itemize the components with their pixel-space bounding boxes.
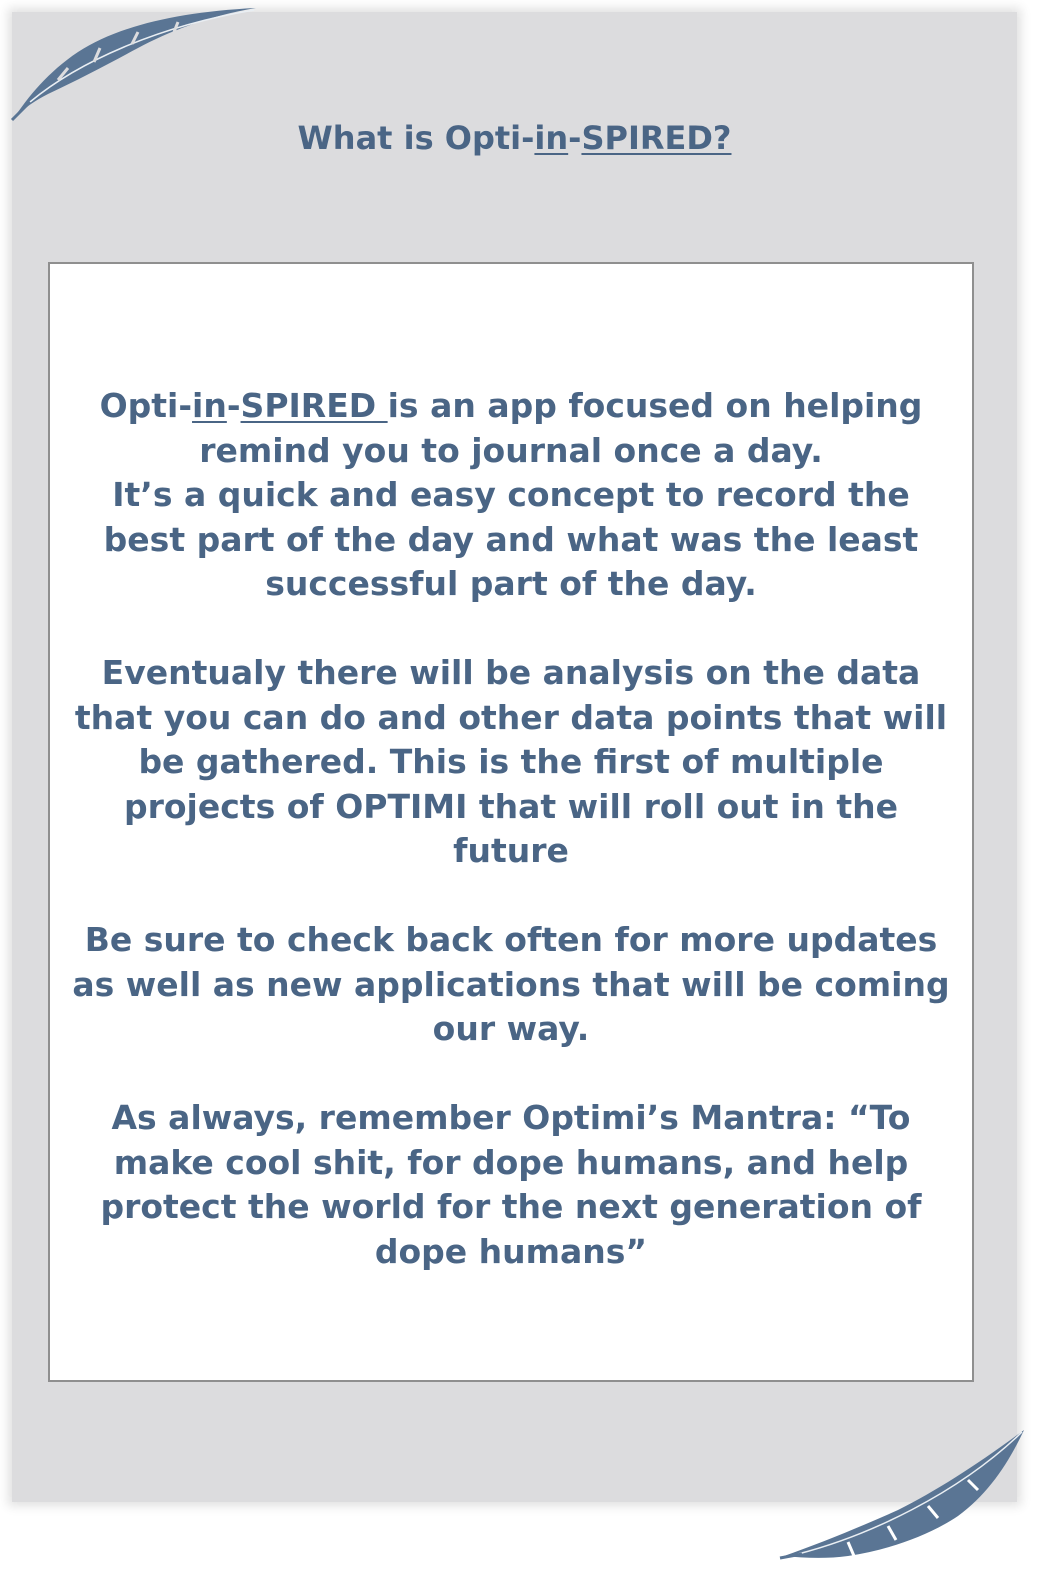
intro-dash: -	[226, 386, 241, 425]
feather-icon-bottom	[778, 1424, 1030, 1564]
intro-rest: is an app focused on helping remind you to journal once a day.	[199, 386, 923, 470]
mantra-paragraph: As always, remember Optimi’s Mantra: “To make cool shit, for dope humans, and help protect the world for the next generation of dope humans”	[100, 1098, 922, 1271]
page-title	[0, 118, 1029, 158]
intro-prefix: Opti-	[99, 386, 193, 425]
intro-in: in	[192, 386, 227, 425]
card-body	[50, 384, 972, 1274]
intro-spired: SPIRED	[240, 386, 388, 425]
title-in: in	[534, 119, 569, 157]
intro-line2: It’s a quick and easy concept to record the best part of the day and what was the least successful part of the day.	[103, 475, 919, 603]
title-prefix: What is Opti-	[297, 119, 535, 157]
feather-icon-top	[8, 2, 260, 122]
intro-paragraph	[72, 384, 950, 607]
content-card	[48, 262, 974, 1382]
updates-paragraph: Be sure to check back often for more updates as well as new applications that will be coming our way.	[72, 920, 950, 1048]
analysis-paragraph: Eventualy there will be analysis on the data that you can do and other data points that will be gathered. This is the first of multiple projects of OPTIMI that will roll out in the future	[74, 653, 948, 870]
title-dash: -	[568, 119, 582, 157]
title-spired: SPIRED?	[581, 119, 732, 157]
